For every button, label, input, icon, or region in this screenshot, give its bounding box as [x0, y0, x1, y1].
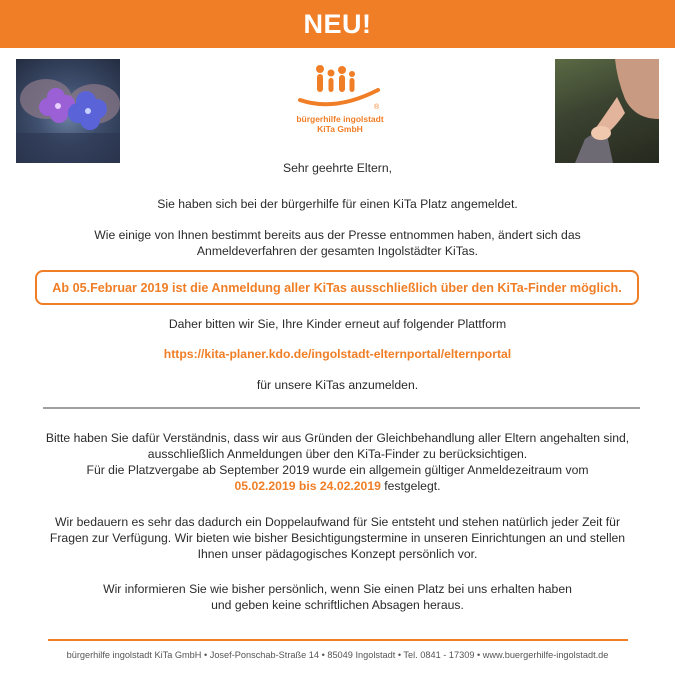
registration-period-dates: 05.02.2019 bis 24.02.2019	[234, 479, 381, 493]
header-banner	[0, 0, 675, 48]
portal-link-line	[0, 346, 675, 362]
paragraph-inform-line1: Wir informieren Sie wie bisher persönlich, wenn Sie einen Platz bei uns erhalten haben	[103, 582, 572, 596]
holding-hands-photo	[555, 59, 659, 163]
paragraph-inform-line2: und geben keine schriftlichen Absagen heraus.	[211, 598, 464, 612]
flowers-photo	[16, 59, 120, 163]
paragraph-understanding-line4	[0, 478, 675, 494]
greeting: Sehr geehrte Eltern,	[282, 161, 393, 175]
paragraph-regret-line3: Ihnen unser pädagogisches Konzept persönlich vor.	[197, 547, 478, 561]
highlight-notice-box	[35, 270, 639, 305]
paragraph-press-line1: Wie einige von Ihnen bestimmt bereits aus der Presse entnommen haben, ändert sich das	[94, 228, 581, 242]
highlight-notice-text: Ab 05.Februar 2019 ist die Anmeldung aller KiTas ausschließlich über den KiTa-Finder möglich.	[52, 280, 622, 295]
logo-text	[290, 114, 390, 134]
footer-contact: bürgerhilfe ingolstadt KiTa GmbH • Josef-Ponschab-Straße 14 • 85049 Ingolstadt • Tel. 0841 - 17309 • www.buergerhilfe-ingolstadt.de	[66, 650, 609, 660]
banner-title: NEU!	[303, 8, 372, 39]
registration-period-end: festgelegt.	[380, 479, 441, 493]
section-divider	[43, 407, 640, 409]
footer-divider	[48, 639, 628, 641]
logo-line1: bürgerhilfe ingolstadt	[296, 114, 384, 124]
paragraph-understanding-line1: Bitte haben Sie dafür Verständnis, dass wir aus Gründen der Gleichbehandlung aller Eltern angehalten sind,	[45, 431, 630, 445]
paragraph-understanding-line3: Für die Platzvergabe ab September 2019 wurde ein allgemein gültiger Anmeldezeitraum vom	[86, 463, 589, 477]
registered-mark: ®	[374, 104, 380, 111]
paragraph-press-line2: Anmeldeverfahren der gesamten Ingolstädter KiTas.	[196, 244, 479, 258]
elternportal-link[interactable]: https://kita-planer.kdo.de/ingolstadt-elternportal/elternportal	[163, 347, 512, 361]
paragraph-regret-line1: Wir bedauern es sehr das dadurch ein Doppelaufwand für Sie entsteht und stehen natürlich jeder Zeit für	[54, 515, 621, 529]
paragraph-register-kitas: für unsere KiTas anzumelden.	[256, 378, 419, 392]
paragraph-registration: Sie haben sich bei der bürgerhilfe für einen KiTa Platz angemeldet.	[157, 197, 518, 211]
paragraph-regret-line2: Fragen zur Verfügung. Wir bieten wie bisher Besichtigungstermine in unseren Einrichtungen an und stellen	[49, 531, 626, 545]
paragraph-understanding-line2: ausschließlich Anmeldungen über den KiTa-Finder zu berücksichtigen.	[147, 447, 528, 461]
logo-line2: KiTa GmbH	[317, 124, 363, 134]
paragraph-platform: Daher bitten wir Sie, Ihre Kinder erneut auf folgender Plattform	[168, 317, 507, 331]
